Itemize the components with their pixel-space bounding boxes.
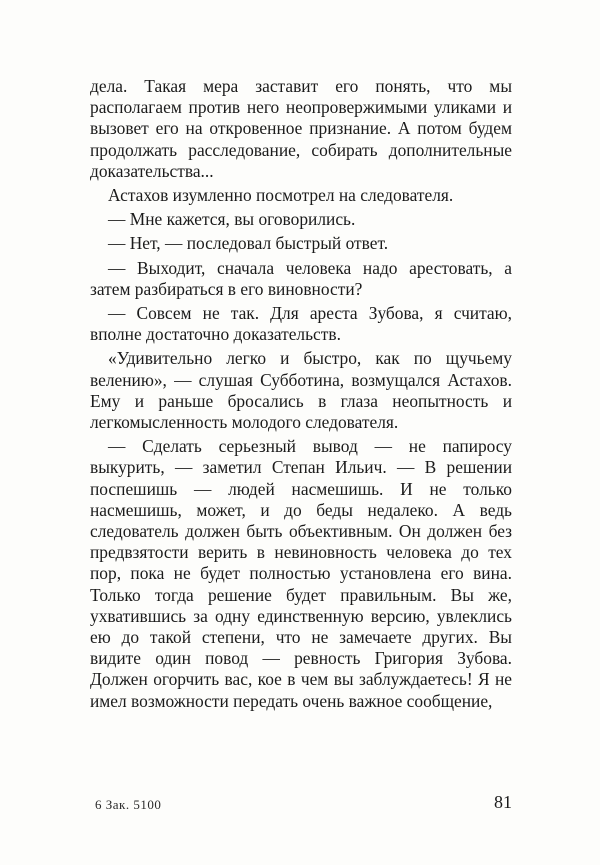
- paragraph: — Совсем не так. Для ареста Зубова, я считаю, вполне достаточно доказательств.: [90, 303, 512, 345]
- body-text: [90, 76, 512, 715]
- paragraph: «Удивительно легко и быстро, как по щучьему велению», — слушая Субботина, возмущался Астахов. Ему и раньше бросались в глаза неопытность и легкомысленность молодого следователя.: [90, 348, 512, 433]
- paragraph: — Сделать серьезный вывод — не папиросу выкурить, — заметил Степан Ильич. — В решении поспешишь — людей насмешишь. И не только насмешишь, может, и до беды недалеко. А ведь следователь должен быть объективным. Он должен без предвзятости верить в невиновность человека до тех пор, пока не будет полностью установлена его вина. Только тогда решение будет правильным. Вы же, ухватившись за одну единственную версию, увлеклись ею до такой степени, что не замечаете других. Вы видите один повод — ревность Григория Зубова. Должен огорчить вас, кое в чем вы заблуждаетесь! Я не имел возможности передать очень важное сообщение,: [90, 436, 512, 711]
- paragraph: — Нет, — последовал быстрый ответ.: [108, 233, 389, 254]
- paragraph: Астахов изумленно посмотрел на следователя.: [108, 185, 454, 206]
- printer-signature: 6 Зак. 5100: [95, 797, 162, 812]
- page-number: 81: [494, 792, 512, 812]
- paragraph: — Мне кажется, вы оговорились.: [108, 209, 356, 230]
- paragraph: — Выходит, сначала человека надо арестовать, а затем разбираться в его виновности?: [90, 257, 512, 299]
- paragraph: дела. Такая мера заставит его понять, что мы располагаем против него неопровержимыми уликами и вызовет его на откровенное признание. А потом будем продолжать расследование, собирать дополнительные доказательства...: [90, 76, 512, 181]
